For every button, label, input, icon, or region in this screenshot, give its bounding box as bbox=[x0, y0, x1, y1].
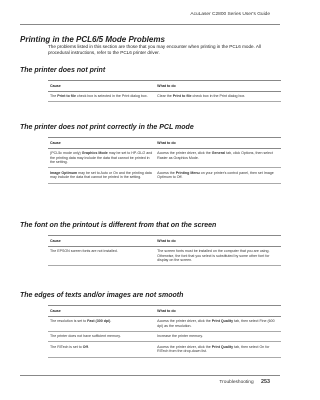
todo-text-a: Clear the bbox=[157, 94, 173, 99]
todo-text-a: The screen fonts must be installed on the computer that you are using. Otherwise, the font that you select is substituted by some other font for display on the screen. bbox=[157, 249, 270, 263]
table-row bbox=[48, 168, 281, 183]
intro-paragraph: The problems listed in this section are those that you may encounter when printing in the PCL6 mode. All procedural instructions, refer to the PCL6 printer driver. bbox=[48, 44, 261, 56]
todo-text-b: Print to file bbox=[172, 94, 192, 99]
header-rule bbox=[20, 24, 280, 25]
todo-text-b: Printing Menu bbox=[175, 170, 200, 175]
column-header-todo: What to do bbox=[155, 81, 281, 92]
todo-text-a: Access the printer driver, click the bbox=[157, 344, 212, 349]
page-header: AcuLaser C2800 Series User's Guide bbox=[190, 12, 270, 17]
cause-cell bbox=[48, 148, 155, 168]
todo-text-c: check box in the Print dialog box. bbox=[191, 94, 246, 99]
page-number: 253 bbox=[261, 379, 270, 385]
todo-text-a: Access the printer driver, click the bbox=[157, 319, 212, 324]
trouble-table bbox=[48, 80, 281, 102]
cause-text-a: The EPSON screen fonts are not installed. bbox=[50, 249, 118, 254]
todo-cell bbox=[155, 246, 281, 266]
table-row bbox=[48, 331, 281, 342]
trouble-table bbox=[48, 235, 281, 266]
section-heading: The printer does not print bbox=[20, 67, 106, 74]
trouble-table bbox=[48, 137, 281, 184]
todo-cell bbox=[155, 316, 281, 331]
cause-text-a: The RITech is set to bbox=[50, 344, 83, 349]
cause-text-b: Print to file bbox=[57, 94, 76, 99]
todo-cell bbox=[155, 168, 281, 183]
column-header-cause: Cause bbox=[48, 138, 155, 149]
column-header-todo: What to do bbox=[155, 236, 281, 247]
cause-text-c: check box is selected in the Print dialog box. bbox=[75, 94, 148, 99]
footer-rule bbox=[20, 375, 280, 376]
cause-cell bbox=[48, 168, 155, 183]
column-header-todo: What to do bbox=[155, 306, 281, 317]
cause-cell bbox=[48, 331, 155, 342]
page-title: Printing in the PCL6/5 Mode Problems bbox=[20, 35, 165, 44]
cause-text-b: Graphics Mode bbox=[81, 151, 108, 156]
column-header-todo: What to do bbox=[155, 138, 281, 149]
table-row bbox=[48, 148, 281, 168]
todo-text-b: General bbox=[211, 151, 226, 156]
intro-block bbox=[48, 44, 280, 57]
cause-text-a: The resolution is set to bbox=[50, 319, 88, 324]
todo-text-c: tab, click Options, then select Raster as Graphics Mode. bbox=[157, 151, 273, 160]
table-header-row bbox=[48, 138, 281, 149]
todo-text-a: Access the printer driver, click the bbox=[157, 151, 212, 156]
table-row bbox=[48, 91, 281, 102]
table-header-row bbox=[48, 236, 281, 247]
cause-cell bbox=[48, 91, 155, 102]
todo-cell bbox=[155, 91, 281, 102]
todo-text-a: Access the bbox=[157, 170, 176, 175]
cause-text-a: (PCL5c mode only) bbox=[50, 151, 82, 156]
table-row bbox=[48, 342, 281, 357]
table-row bbox=[48, 316, 281, 331]
todo-text-a: Increase the printer memory. bbox=[157, 334, 203, 339]
cause-cell bbox=[48, 342, 155, 357]
todo-text-c: on your printer's control panel, then set Image Optimum to Off. bbox=[157, 170, 274, 180]
column-header-cause: Cause bbox=[48, 81, 155, 92]
section-heading: The edges of texts and/or images are not smooth bbox=[20, 292, 184, 299]
cause-text-c: . bbox=[110, 319, 112, 324]
cause-text-b: Off bbox=[82, 344, 88, 349]
column-header-cause: Cause bbox=[48, 236, 155, 247]
cause-text-a: The bbox=[50, 94, 58, 99]
cause-text-a: The printer does not have sufficient memory. bbox=[50, 334, 121, 339]
cause-text-b: Fast (300 dpi) bbox=[87, 319, 111, 324]
todo-text-c: tab, then select On for RITech from the drop-down list. bbox=[157, 344, 270, 354]
cause-cell bbox=[48, 316, 155, 331]
todo-cell bbox=[155, 148, 281, 168]
section-heading: The printer does not print correctly in the PCL mode bbox=[20, 124, 194, 131]
table-header-row bbox=[48, 306, 281, 317]
table-row bbox=[48, 246, 281, 266]
todo-text-c: tab, then select Fine (600 dpi) as the resolution. bbox=[157, 319, 275, 328]
cause-text-c: may be set to HP-GL/2 and the printing data may include the data that cannot be printed in the setting. bbox=[50, 151, 153, 165]
table-header-row bbox=[48, 81, 281, 92]
footer-section: Troubleshooting bbox=[219, 380, 254, 385]
page-footer bbox=[219, 379, 270, 385]
trouble-table bbox=[48, 305, 281, 358]
section-heading: The font on the printout is different from that on the screen bbox=[20, 222, 217, 229]
todo-text-b: Print Quality bbox=[211, 319, 234, 324]
cause-text-b: Image Optimum bbox=[50, 170, 78, 175]
column-header-cause: Cause bbox=[48, 306, 155, 317]
todo-text-b: Print Quality bbox=[211, 344, 234, 349]
cause-text-c: . bbox=[87, 344, 89, 349]
todo-cell bbox=[155, 342, 281, 357]
cause-text-c: may be set to Auto or On and the printing data may include the data that cannot be printed in the setting. bbox=[50, 170, 152, 180]
cause-cell bbox=[48, 246, 155, 266]
todo-cell bbox=[155, 331, 281, 342]
